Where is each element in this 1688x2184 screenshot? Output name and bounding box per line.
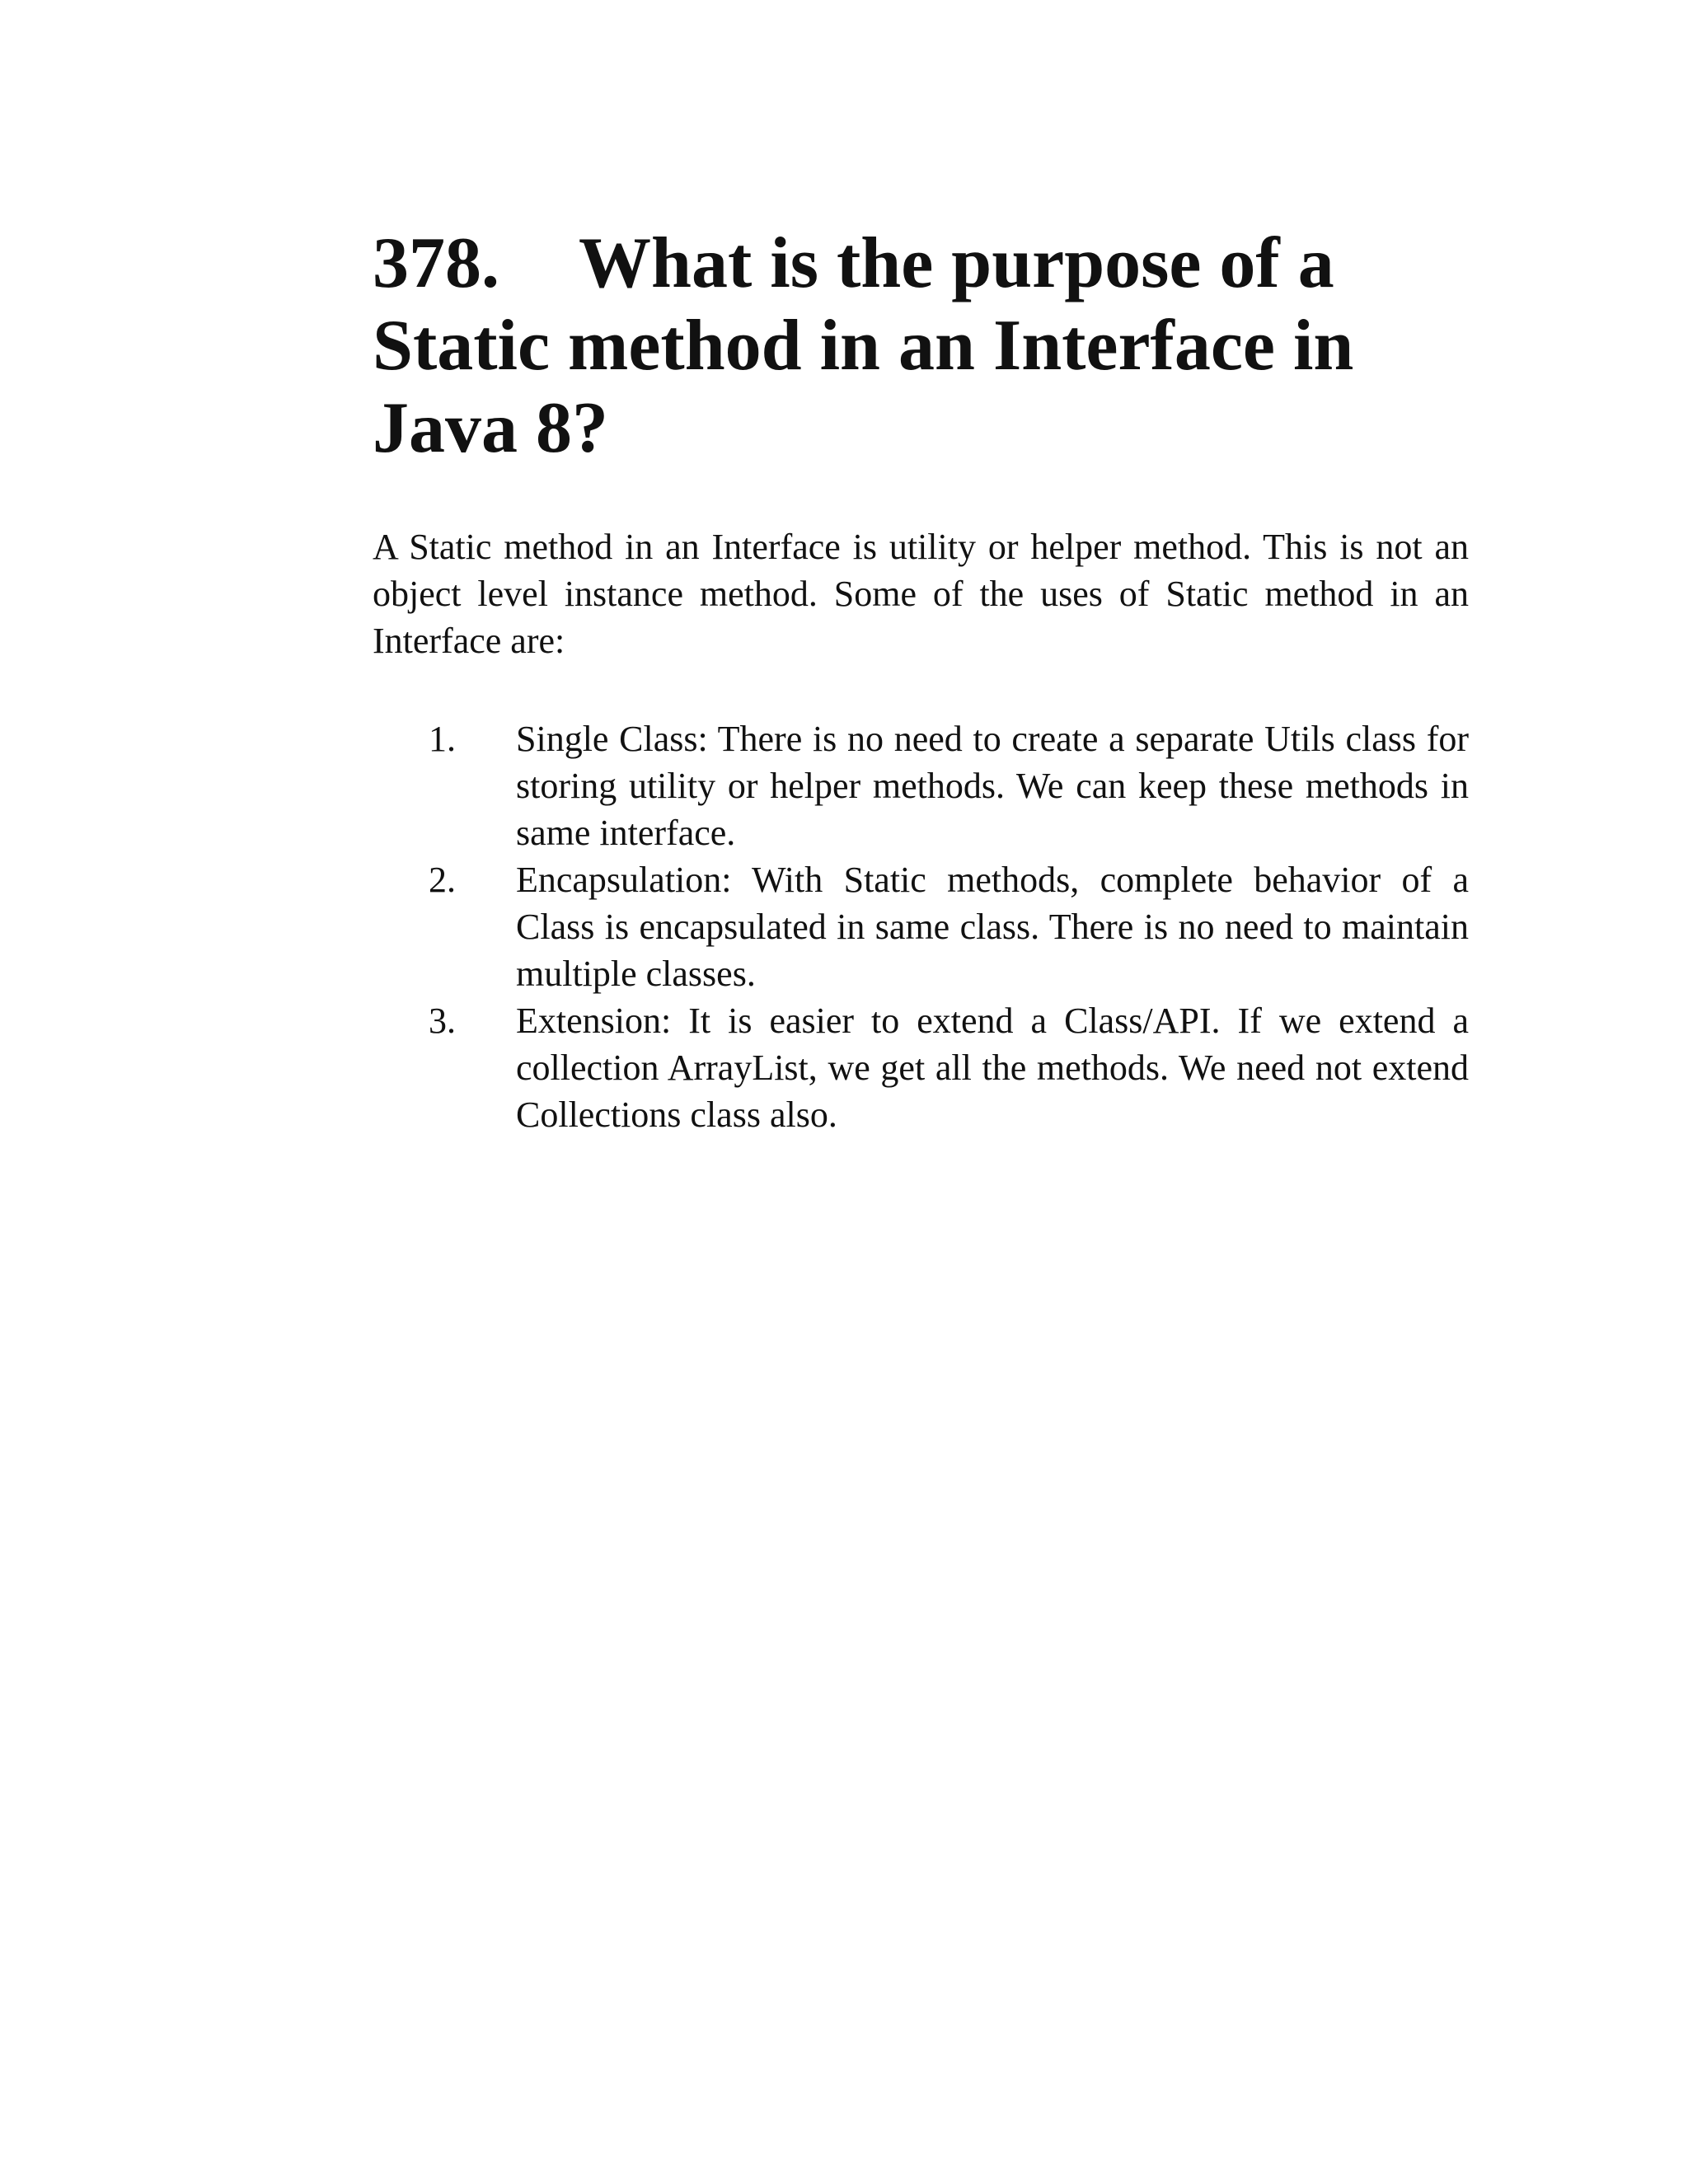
list-marker: 2. — [429, 860, 456, 900]
list-marker: 3. — [429, 1001, 456, 1041]
document-page — [373, 223, 1469, 1138]
question-number: 378. — [373, 223, 499, 303]
uses-list — [373, 715, 1469, 1138]
list-item-text: Encapsulation: With Static methods, complete behavior of a Class is encapsulated in same class. There is no need to maintain multiple classes. — [516, 860, 1469, 994]
list-item — [373, 715, 1469, 856]
question-heading — [373, 223, 1469, 470]
list-item-text: Extension: It is easier to extend a Class/API. If we extend a collection ArrayList, we get all the methods. We need not extend Collections class also. — [516, 1001, 1469, 1135]
list-marker: 1. — [429, 719, 456, 759]
intro-paragraph: A Static method in an Interface is utility or helper method. This is not an object level instance method. Some of the uses of Static method in an Interface are: — [373, 527, 1469, 661]
list-item — [373, 856, 1469, 997]
list-item-text: Single Class: There is no need to create a separate Utils class for storing utility or helper methods. We can keep these methods in same interface. — [516, 719, 1469, 853]
question-title: What is the purpose of a Static method in an Interface in Java 8? — [373, 223, 1354, 468]
list-item — [373, 997, 1469, 1138]
